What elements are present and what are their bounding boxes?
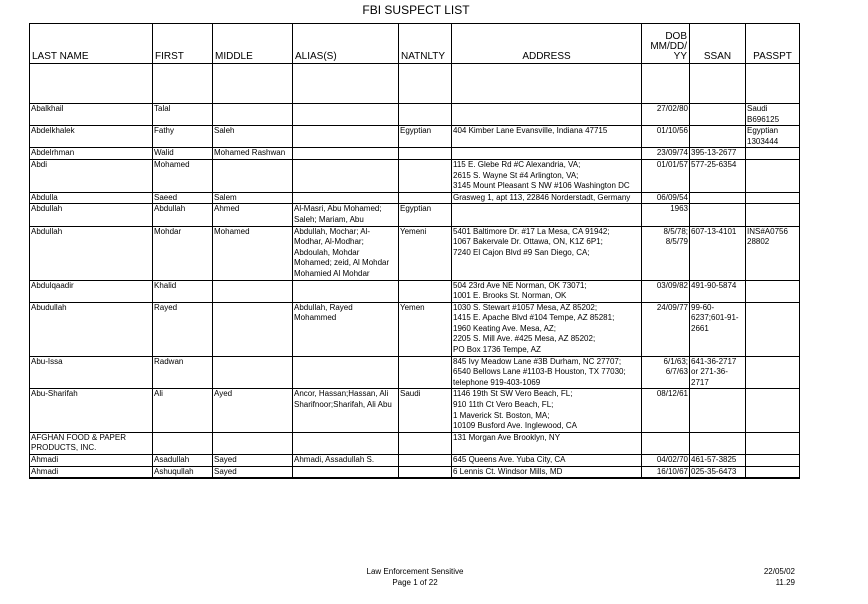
cell-text: 2205 S. Mill Ave. #425 Mesa, AZ 85202; xyxy=(453,334,596,344)
first-name-cell xyxy=(153,126,213,148)
nationality-cell xyxy=(399,126,452,148)
page-number: Page 1 of 22 xyxy=(392,578,438,587)
dob-cell xyxy=(642,192,690,204)
middle-name-cell xyxy=(213,126,293,148)
dob-cell xyxy=(642,159,690,192)
alias-cell xyxy=(293,148,399,160)
footer-right xyxy=(764,566,795,588)
passport-cell xyxy=(746,226,800,280)
middle-name-cell xyxy=(213,280,293,302)
cell-text: 1067 Bakervale Dr. Ottawa, ON, K1Z 6P1; xyxy=(453,237,603,247)
table-row xyxy=(30,104,800,126)
ssan-cell xyxy=(690,389,746,432)
middle-name-cell xyxy=(213,466,293,478)
alias-cell xyxy=(293,226,399,280)
passport-cell xyxy=(746,104,800,126)
dob-cell xyxy=(642,389,690,432)
col-middle: MIDDLE xyxy=(213,24,293,64)
address-cell xyxy=(452,192,642,204)
cell-text: Abdulla xyxy=(31,192,58,202)
ssan-cell xyxy=(690,226,746,280)
table-row xyxy=(30,432,800,454)
cell-text: Saudi xyxy=(400,389,421,399)
alias-cell xyxy=(293,432,399,454)
dob-cell xyxy=(642,148,690,160)
table-row xyxy=(30,280,800,302)
cell-text: Abu-Issa xyxy=(31,356,63,366)
cell-text: Al-Masri, Abu Mohamed; Saleh; Mariam, Abu xyxy=(294,204,382,224)
ssan-cell xyxy=(690,204,746,226)
col-nationality: NATNLTY xyxy=(399,24,452,64)
ssan-cell xyxy=(690,280,746,302)
cell-text: 1001 E. Brooks St. Norman, OK xyxy=(453,291,567,301)
cell-text: Grasweg 1, apt 113, 22846 Norderstadt, Germany xyxy=(453,192,631,202)
table-row xyxy=(30,226,800,280)
cell-text: Ahmadi xyxy=(31,455,59,464)
middle-name-cell xyxy=(213,432,293,454)
cell-text: Ahmed xyxy=(214,204,240,214)
middle-name-cell xyxy=(213,148,293,160)
table-row xyxy=(30,192,800,204)
cell-text: 04/02/70 xyxy=(656,455,688,464)
table-row xyxy=(30,356,800,389)
header-spacer-row xyxy=(30,64,800,104)
address-cell xyxy=(452,356,642,389)
cell-text: 6 Lennis Ct. Windsor Mills, MD xyxy=(453,466,563,476)
cell-text: Yemen xyxy=(400,302,425,312)
cell-text: 03/09/82 xyxy=(656,280,688,290)
cell-text: Salem xyxy=(214,192,237,202)
cell-text: 395-13-2677 xyxy=(691,148,737,158)
nationality-cell xyxy=(399,302,452,356)
address-cell xyxy=(452,455,642,467)
cell-text: 461-57-3825 xyxy=(691,455,737,464)
cell-text: 16/10/67 xyxy=(656,466,688,476)
last-name-cell xyxy=(30,302,153,356)
cell-text: Yemeni xyxy=(400,226,427,236)
col-address: ADDRESS xyxy=(452,24,642,64)
passport-cell xyxy=(746,192,800,204)
cell-text: Ashuqullah xyxy=(154,466,194,476)
cell-text: Abdelkhalek xyxy=(31,126,75,136)
nationality-cell xyxy=(399,432,452,454)
cell-text: 1960 Keating Ave. Mesa, AZ; xyxy=(453,323,557,333)
middle-name-cell xyxy=(213,192,293,204)
suspect-table xyxy=(29,23,800,479)
cell-text: Egyptian xyxy=(400,126,432,136)
cell-text: Mohamed xyxy=(214,226,250,236)
col-last-name: LAST NAME xyxy=(30,24,153,64)
print-time: 11.29 xyxy=(775,578,795,587)
first-name-cell xyxy=(153,455,213,467)
cell-text: 1415 E. Apache Blvd #104 Tempe, AZ 85281; xyxy=(453,313,615,323)
cell-text: Fathy xyxy=(154,126,175,136)
address-cell xyxy=(452,204,642,226)
cell-text: 577-25-6354 xyxy=(691,159,737,169)
col-ssan: SSAN xyxy=(690,24,746,64)
last-name-cell xyxy=(30,159,153,192)
alias-cell xyxy=(293,159,399,192)
first-name-cell xyxy=(153,159,213,192)
last-name-cell xyxy=(30,389,153,432)
middle-name-cell xyxy=(213,226,293,280)
nationality-cell xyxy=(399,280,452,302)
cell-text: Mohdar xyxy=(154,226,182,236)
cell-text: 2615 S. Wayne St #4 Arlington, VA; xyxy=(453,170,579,180)
page-title: FBI SUSPECT LIST xyxy=(362,3,470,17)
ssan-cell xyxy=(690,356,746,389)
cell-text: Sayed xyxy=(214,455,237,464)
ssan-cell xyxy=(690,302,746,356)
last-name-cell xyxy=(30,226,153,280)
last-name-cell xyxy=(30,356,153,389)
cell-text: AFGHAN FOOD & PAPER PRODUCTS, INC. xyxy=(31,432,126,453)
nationality-cell xyxy=(399,192,452,204)
last-name-cell xyxy=(30,466,153,478)
middle-name-cell xyxy=(213,302,293,356)
dob-cell xyxy=(642,356,690,389)
table-row xyxy=(30,466,800,478)
last-name-cell xyxy=(30,432,153,454)
alias-cell xyxy=(293,466,399,478)
cell-text: 3145 Mount Pleasant S NW #106 Washington DC xyxy=(453,181,630,191)
table-row xyxy=(30,302,800,356)
dob-cell xyxy=(642,226,690,280)
last-name-cell xyxy=(30,280,153,302)
nationality-cell xyxy=(399,104,452,126)
last-name-cell xyxy=(30,148,153,160)
cell-text: INS#A0756 28802 xyxy=(747,226,788,247)
passport-cell xyxy=(746,126,800,148)
cell-text: Rayed xyxy=(154,302,178,312)
middle-name-cell xyxy=(213,104,293,126)
last-name-cell xyxy=(30,126,153,148)
sensitivity-label: Law Enforcement Sensitive xyxy=(366,567,464,576)
table-row xyxy=(30,455,800,467)
cell-text: Abdullah xyxy=(31,204,63,214)
nationality-cell xyxy=(399,455,452,467)
dob-cell xyxy=(642,455,690,467)
cell-text: 1963 xyxy=(670,204,688,214)
address-cell xyxy=(452,302,642,356)
cell-text: Ali xyxy=(154,389,163,399)
passport-cell xyxy=(746,389,800,432)
cell-text: Sayed xyxy=(214,466,237,476)
cell-text: Ahmadi xyxy=(31,466,59,476)
cell-text: 7240 El Cajon Blvd #9 San Diego, CA; xyxy=(453,247,590,257)
ssan-cell xyxy=(690,104,746,126)
first-name-cell xyxy=(153,104,213,126)
ssan-cell xyxy=(690,159,746,192)
dob-cell xyxy=(642,432,690,454)
cell-text: 404 Kimber Lane Evansville, Indiana 47715 xyxy=(453,126,608,136)
passport-cell xyxy=(746,356,800,389)
alias-cell xyxy=(293,280,399,302)
print-date: 22/05/02 xyxy=(763,567,795,576)
address-cell xyxy=(452,389,642,432)
table-row xyxy=(30,204,800,226)
ssan-cell xyxy=(690,455,746,467)
alias-cell xyxy=(293,126,399,148)
cell-text: 10109 Busford Ave. Inglewood, CA xyxy=(453,421,577,431)
cell-text: 5401 Baltimore Dr. #17 La Mesa, CA 91942; xyxy=(453,226,610,236)
cell-text: Abdelrhman xyxy=(31,148,75,158)
cell-text: 025-35-6473 xyxy=(691,466,737,476)
cell-text: Mohamed Rashwan xyxy=(214,148,286,158)
last-name-cell xyxy=(30,104,153,126)
ssan-cell xyxy=(690,432,746,454)
first-name-cell xyxy=(153,302,213,356)
cell-text: Ayed xyxy=(214,389,233,399)
nationality-cell xyxy=(399,204,452,226)
alias-cell xyxy=(293,302,399,356)
last-name-cell xyxy=(30,204,153,226)
cell-text: 491-90-5874 xyxy=(691,280,737,290)
first-name-cell xyxy=(153,389,213,432)
last-name-cell xyxy=(30,455,153,467)
address-cell xyxy=(452,226,642,280)
cell-text: 8/5/78; xyxy=(663,226,688,236)
cell-text: 27/02/80 xyxy=(656,104,688,113)
passport-cell xyxy=(746,466,800,478)
cell-text: 607-13-4101 xyxy=(691,226,737,236)
cell-text: Abu-Sharifah xyxy=(31,389,78,399)
cell-text: 845 Ivy Meadow Lane #3B Durham, NC 27707; xyxy=(453,356,622,366)
table-row xyxy=(30,389,800,432)
alias-cell xyxy=(293,192,399,204)
first-name-cell xyxy=(153,432,213,454)
cell-text: Abdullah, Mochar; Al-Modhar, Al-Modhar; Abdoulah, Mohdar Mohamed; zeid, Al Mohdar Mohamied Al Mohdar xyxy=(294,226,390,278)
address-cell xyxy=(452,432,642,454)
cell-text: 23/09/74 xyxy=(656,148,688,158)
cell-text: Abdullah xyxy=(154,204,186,214)
footer-center xyxy=(300,566,530,588)
ssan-cell xyxy=(690,126,746,148)
alias-cell xyxy=(293,356,399,389)
passport-cell xyxy=(746,148,800,160)
cell-text: 645 Queens Ave. Yuba City, CA xyxy=(453,455,566,464)
first-name-cell xyxy=(153,466,213,478)
cell-text: 99-60-6237;601-91-2661 xyxy=(691,302,739,333)
address-cell xyxy=(452,466,642,478)
passport-cell xyxy=(746,455,800,467)
cell-text: 6540 Bellows Lane #1103-B Houston, TX 77030; telephone 919-403-1069 xyxy=(453,367,626,387)
cell-text: 504 23rd Ave NE Norman, OK 73071; xyxy=(453,280,587,290)
address-cell xyxy=(452,280,642,302)
cell-text: 641-36-2717 or 271-36-2717 xyxy=(691,356,737,387)
cell-text: Ahmadi, Assadullah S. xyxy=(294,455,375,464)
cell-text: Ancor, Hassan;Hassan, Ali Sharifnoor;Sharifah, Ali Abu xyxy=(294,389,392,410)
cell-text: Egyptian xyxy=(400,204,432,214)
cell-text: Abdullah xyxy=(31,226,63,236)
middle-name-cell xyxy=(213,159,293,192)
cell-text: Abdullah, Rayed Mohammed xyxy=(294,302,353,323)
middle-name-cell xyxy=(213,455,293,467)
table-row xyxy=(30,126,800,148)
table-row xyxy=(30,148,800,160)
last-name-cell xyxy=(30,192,153,204)
first-name-cell xyxy=(153,204,213,226)
dob-cell xyxy=(642,302,690,356)
nationality-cell xyxy=(399,148,452,160)
cell-text: Abdi xyxy=(31,159,48,169)
alias-cell xyxy=(293,455,399,467)
alias-cell xyxy=(293,104,399,126)
cell-text: Abalkhail xyxy=(31,104,64,113)
passport-cell xyxy=(746,432,800,454)
cell-text: 24/09/77 xyxy=(656,302,688,312)
nationality-cell xyxy=(399,466,452,478)
middle-name-cell xyxy=(213,204,293,226)
first-name-cell xyxy=(153,280,213,302)
cell-text: Walid xyxy=(154,148,174,158)
col-passport: PASSPT xyxy=(746,24,800,64)
cell-text: Abudullah xyxy=(31,302,67,312)
cell-text: 1 Maverick St. Boston, MA; xyxy=(453,410,550,420)
cell-text: 01/10/56 xyxy=(656,126,688,136)
first-name-cell xyxy=(153,226,213,280)
dob-cell xyxy=(642,126,690,148)
passport-cell xyxy=(746,204,800,226)
first-name-cell xyxy=(153,148,213,160)
ssan-cell xyxy=(690,192,746,204)
nationality-cell xyxy=(399,389,452,432)
cell-text: 1030 S. Stewart #1057 Mesa, AZ 85202; xyxy=(453,302,598,312)
cell-text: Mohamed xyxy=(154,159,190,169)
cell-text: 8/5/79 xyxy=(665,237,688,247)
cell-text: Egyptian 1303444 xyxy=(747,126,779,146)
table-row xyxy=(30,159,800,192)
dob-cell xyxy=(642,204,690,226)
cell-text: 6/1/63; xyxy=(663,356,688,366)
cell-text: Saeed xyxy=(154,192,178,202)
alias-cell xyxy=(293,389,399,432)
cell-text: Saudi B696125 xyxy=(747,104,780,124)
cell-text: 06/09/54 xyxy=(656,192,688,202)
col-alias: ALIAS(S) xyxy=(293,24,399,64)
middle-name-cell xyxy=(213,356,293,389)
cell-text: 1146 19th St SW Vero Beach, FL; xyxy=(453,389,573,399)
cell-text: 115 E. Glebe Rd #C Alexandria, VA; xyxy=(453,159,581,169)
address-cell xyxy=(452,126,642,148)
address-cell xyxy=(452,159,642,192)
first-name-cell xyxy=(153,192,213,204)
cell-text: 01/01/57 xyxy=(656,159,688,169)
passport-cell xyxy=(746,280,800,302)
cell-text: Asadullah xyxy=(154,455,190,464)
header-row xyxy=(30,24,800,64)
cell-text: Talal xyxy=(154,104,171,113)
col-dob: DOB MM/DD/YY xyxy=(642,24,690,64)
first-name-cell xyxy=(153,356,213,389)
cell-text: 910 11th Ct Vero Beach, FL; xyxy=(453,400,554,410)
cell-text: 6/7/63 xyxy=(665,367,688,377)
cell-text: 131 Morgan Ave Brooklyn, NY xyxy=(453,432,561,442)
cell-text: Radwan xyxy=(154,356,184,366)
dob-cell xyxy=(642,280,690,302)
address-cell xyxy=(452,148,642,160)
passport-cell xyxy=(746,302,800,356)
dob-cell xyxy=(642,466,690,478)
address-cell xyxy=(452,104,642,126)
middle-name-cell xyxy=(213,389,293,432)
cell-text: PO Box 1736 Tempe, AZ xyxy=(453,345,541,355)
nationality-cell xyxy=(399,356,452,389)
alias-cell xyxy=(293,204,399,226)
ssan-cell xyxy=(690,148,746,160)
passport-cell xyxy=(746,159,800,192)
ssan-cell xyxy=(690,466,746,478)
nationality-cell xyxy=(399,226,452,280)
cell-text: Khalid xyxy=(154,280,177,290)
cell-text: Saleh xyxy=(214,126,235,136)
cell-text: 08/12/61 xyxy=(656,389,688,399)
dob-cell xyxy=(642,104,690,126)
cell-text: Abdulqaadir xyxy=(31,280,74,290)
nationality-cell xyxy=(399,159,452,192)
col-first: FIRST xyxy=(153,24,213,64)
